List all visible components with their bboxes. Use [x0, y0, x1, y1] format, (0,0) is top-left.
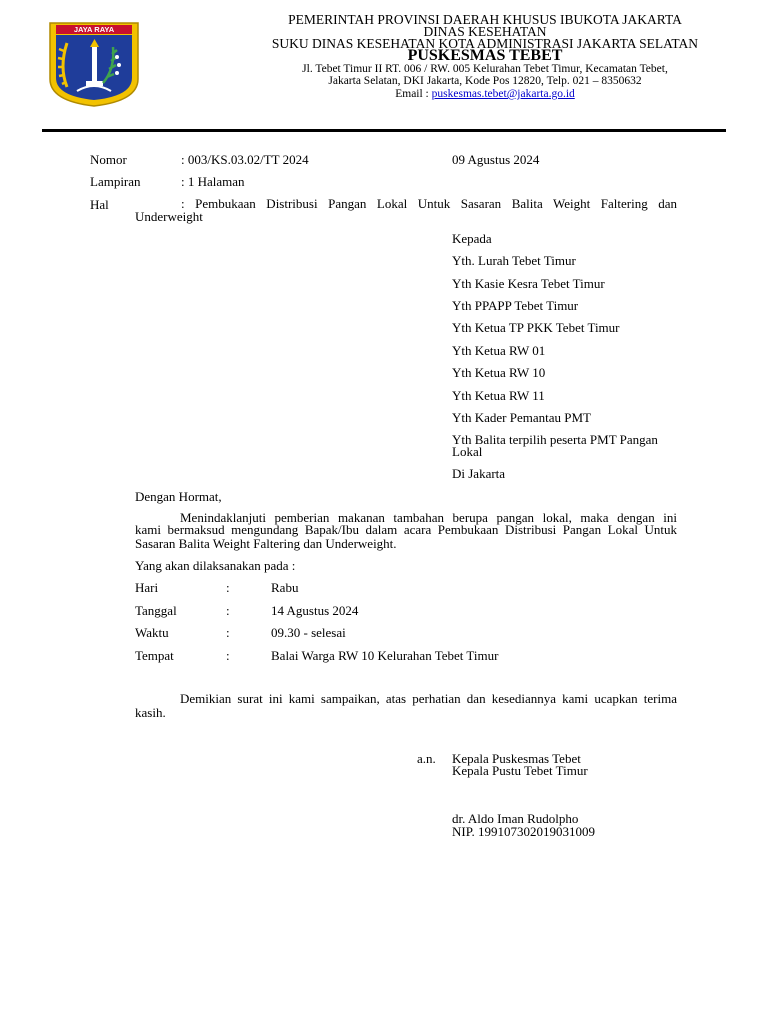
paragraph-line3: Sasaran Balita Weight Faltering dan Underweight.	[135, 536, 397, 551]
signature-title2: Kepala Pustu Tebet Timur	[452, 763, 588, 778]
recipient-item: Yth Ketua RW 10	[452, 365, 546, 380]
schedule-value-tanggal: 14 Agustus 2024	[271, 603, 359, 618]
recipient-item: Yth Kader Pemantau PMT	[452, 410, 592, 425]
signature-an: a.n.	[417, 751, 436, 766]
paragraph-line2: kami bermaksud mengundang Bapak/Ibu dalam acara Pembukaan Distribusi Pangan Lokal Untuk	[135, 522, 677, 537]
recipient-item: Yth. Lurah Tebet Timur	[452, 253, 576, 268]
paragraph-line1: Menindaklanjuti pemberian makanan tambahan berupa pangan lokal, maka dengan ini	[180, 510, 677, 525]
closing-line1: Demikian surat ini kami sampaikan, atas perhatian dan kesediannya kami ucapkan terima	[180, 691, 677, 706]
letterhead-sub-department: SUKU DINAS KESEHATAN KOTA ADMINISTRASI JAKARTA SELATAN	[271, 36, 699, 51]
recipient-item: Yth PPAPP Tebet Timur	[452, 298, 579, 313]
closing-line2: kasih.	[135, 705, 166, 720]
kepada-label: Kepada	[452, 231, 492, 246]
schedule-label-hari: Hari	[135, 580, 159, 595]
recipient-item: Yth Ketua TP PKK Tebet Timur	[452, 320, 620, 335]
letterhead-address-line2: Jakarta Selatan, DKI Jakarta, Kode Pos 12820, Telp. 021 – 8350632	[328, 75, 642, 87]
signatory-name: dr. Aldo Iman Rudolpho	[452, 811, 579, 826]
nomor-value: : 003/KS.03.02/TT 2024	[181, 152, 309, 167]
jakarta-coat-of-arms-logo	[47, 21, 141, 107]
signatory-nip: NIP. 199107302019031009	[452, 824, 596, 839]
schedule-label-tempat: Tempat	[135, 648, 174, 663]
schedule-intro: Yang akan dilaksanakan pada :	[135, 558, 296, 573]
schedule-value-waktu: 09.30 - selesai	[271, 625, 346, 640]
coat-of-arms-icon	[47, 21, 141, 107]
schedule-label-waktu: Waktu	[135, 625, 169, 640]
lampiran-label: Lampiran	[90, 174, 141, 189]
schedule-label-tanggal: Tanggal	[135, 603, 177, 618]
recipient-balita-line2: Lokal	[452, 444, 483, 459]
schedule-value-tempat: Balai Warga RW 10 Kelurahan Tebet Timur	[271, 648, 499, 663]
letterhead-address-line1: Jl. Tebet Timur II RT. 006 / RW. 005 Kelurahan Tebet Timur, Kecamatan Tebet,	[302, 63, 668, 75]
schedule-sep: :	[226, 648, 230, 663]
letter-date: 09 Agustus 2024	[452, 152, 540, 167]
schedule-value-hari: Rabu	[271, 580, 299, 595]
letterhead-email-row	[180, 88, 768, 101]
recipient-item: Yth Kasie Kesra Tebet Timur	[452, 276, 605, 291]
hal-value-line1: : Pembukaan Distribusi Pangan Lokal Untuk Sasaran Balita Weight Faltering dan	[181, 196, 677, 211]
header-divider	[42, 129, 726, 132]
hal-value-line2: Underweight	[135, 209, 203, 224]
nomor-label: Nomor	[90, 152, 127, 167]
letterhead-institution: PUSKESMAS TEBET	[407, 47, 563, 64]
recipient-item: Yth Ketua RW 11	[452, 388, 545, 403]
recipient-location: Di Jakarta	[452, 466, 506, 481]
schedule-sep: :	[226, 625, 230, 640]
schedule-sep: :	[226, 603, 230, 618]
schedule-sep: :	[226, 580, 230, 595]
recipient-item: Yth Ketua RW 01	[452, 343, 546, 358]
signature-title1: Kepala Puskesmas Tebet	[452, 751, 581, 766]
letterhead-department: DINAS KESEHATAN	[423, 24, 547, 39]
hal-label: Hal	[90, 197, 109, 212]
letterhead-government: PEMERINTAH PROVINSI DAERAH KHUSUS IBUKOTA JAKARTA	[288, 12, 682, 27]
logo-text: JAYA RAYA	[73, 25, 115, 34]
email-link[interactable]: puskesmas.tebet@jakarta.go.id	[431, 88, 575, 100]
email-label: Email :	[395, 88, 432, 100]
salutation: Dengan Hormat,	[135, 489, 222, 504]
lampiran-value: : 1 Halaman	[181, 174, 245, 189]
recipient-balita-line1: Yth Balita terpilih peserta PMT Pangan	[452, 432, 658, 447]
